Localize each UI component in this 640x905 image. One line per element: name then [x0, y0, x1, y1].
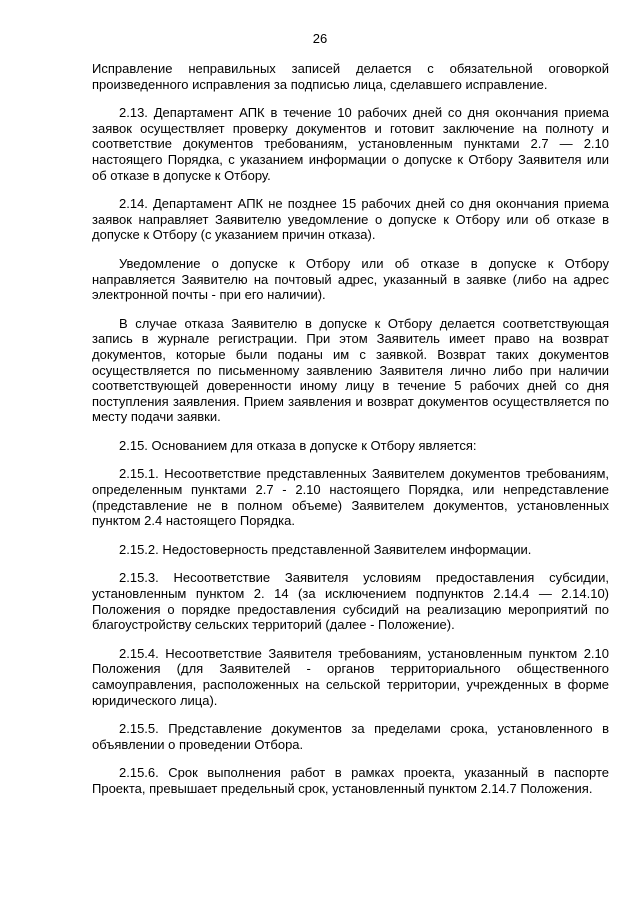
paragraph-2-15-3: 2.15.3. Несоответствие Заявителя условиям предоставления субсидии, установленным пунктом 2. 14 (за исключением подпунктов 2.14.4 — 2.14.10) Положения о порядке предоставления субсидий на реализацию мероприятий по благоустройству сельских территорий (далее - Положение).: [92, 570, 609, 633]
paragraph-2-15-5: 2.15.5. Представление документов за пределами срока, установленного в объявлении о проведении Отбора.: [92, 721, 609, 752]
paragraph-refusal-case: В случае отказа Заявителю в допуске к Отбору делается соответствующая запись в журнале регистрации. При этом Заявитель имеет право на возврат документов, которые были поданы им с заявкой. Возврат таких документов осуществляется по письменному заявлению Заявителя лично либо при наличии соответствующей доверенности иному лицу в течение 5 рабочих дней со дня поступления заявления. Прием заявления и возврат документов осуществляется по месту подачи заявки.: [92, 315, 609, 425]
document-body: [92, 61, 609, 810]
paragraph-2-15: 2.15. Основанием для отказа в допуске к Отбору является:: [119, 437, 477, 453]
paragraph-2-15-6: 2.15.6. Срок выполнения работ в рамках проекта, указанный в паспорте Проекта, превышает предельный срок, установленный пунктом 2.14.7 Положения.: [92, 765, 609, 796]
paragraph-2-13: 2.13. Департамент АПК в течение 10 рабочих дней со дня окончания приема заявок осуществляет проверку документов и готовит заключение на полноту и соответствие документов требованиям, установленным пунктами 2.7 — 2.10 настоящего Порядка, с указанием информации о допуске к Отбору Заявителя или об отказе в допуске к Отбору.: [92, 105, 609, 183]
paragraph-2-15-1: 2.15.1. Несоответствие представленных Заявителем документов требованиям, определенным пунктами 2.7 - 2.10 настоящего Порядка, или непредставление (представление не в полном объеме) Заявителем документов, установленных пунктом 2.4 настоящего Порядка.: [92, 466, 609, 529]
paragraph-2-15-4: 2.15.4. Несоответствие Заявителя требованиям, установленным пунктом 2.10 Положения (для Заявителей - органов территориального общественного самоуправления, расположенных на сельской территории, учрежденных в форме юридического лица).: [92, 645, 609, 708]
paragraph-2-14: 2.14. Департамент АПК не позднее 15 рабочих дней со дня окончания приема заявок направляет Заявителю уведомление о допуске к Отбору или об отказе в допуске к Отбору (с указанием причин отказа).: [92, 196, 609, 243]
page-number: 26: [312, 31, 328, 46]
paragraph-correction-note: Исправление неправильных записей делается с обязательной оговоркой произведенного исправления за подписью лица, сделавшего исправление.: [92, 61, 609, 92]
paragraph-notification: Уведомление о допуске к Отбору или об отказе в допуске к Отбору направляется Заявителю на почтовый адрес, указанный в заявке (либо на адрес электронной почты - при его наличии).: [92, 255, 609, 303]
paragraph-2-15-2: 2.15.2. Недостоверность представленной Заявителем информации.: [119, 541, 532, 557]
